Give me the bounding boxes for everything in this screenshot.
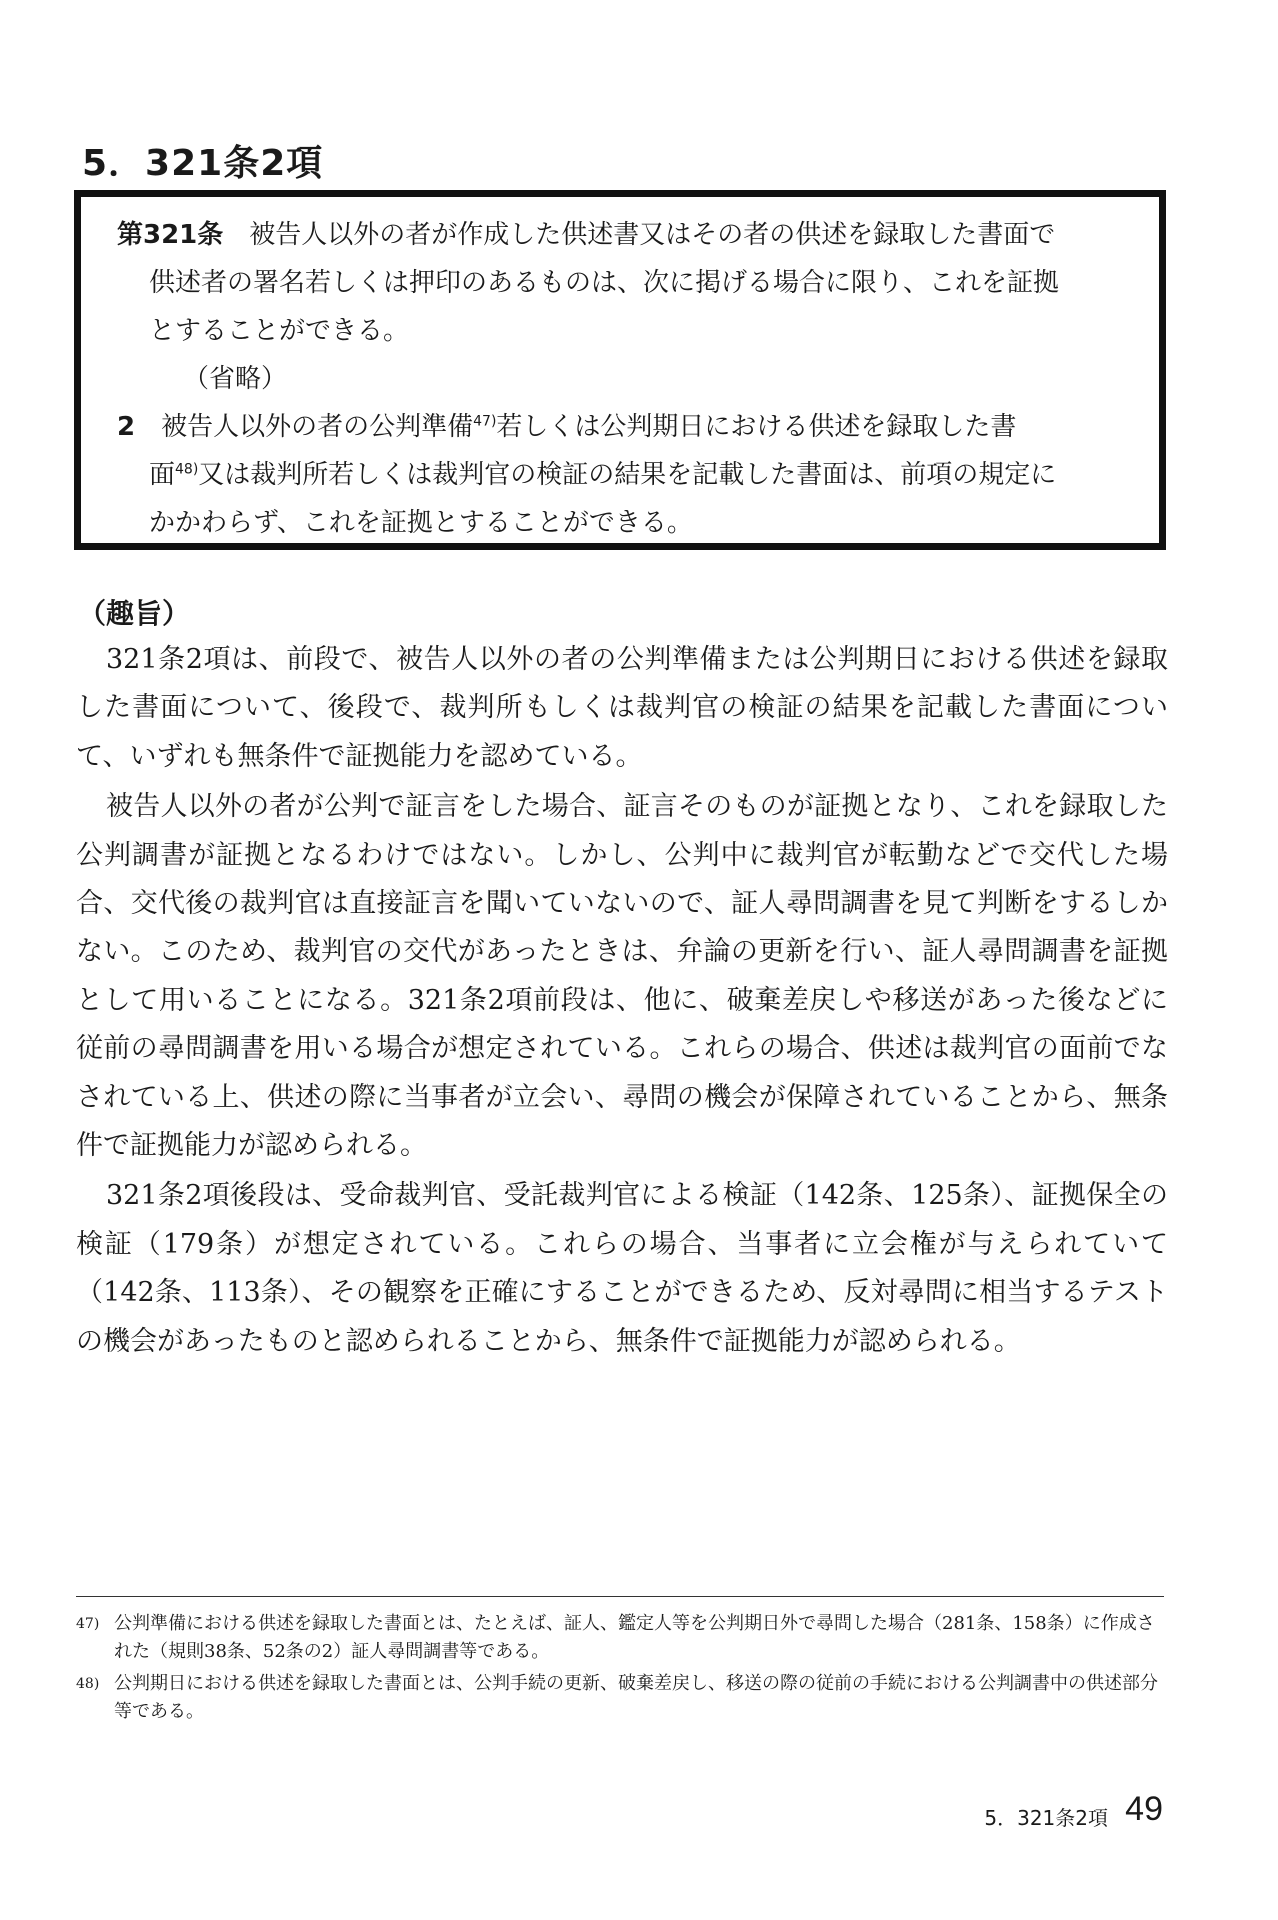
footnote-ref-48: 48) bbox=[175, 461, 199, 478]
footnote-text: 公判期日における供述を録取した書面とは、公判手続の更新、破棄差戻し、移送の際の従前の手続における公判調書中の供述部分等である。 bbox=[114, 1673, 1158, 1722]
para2-line-2a: 面 bbox=[149, 460, 176, 490]
footnote-mark: 47) bbox=[76, 1616, 100, 1632]
statute-box bbox=[74, 190, 1166, 550]
body-paragraph-3: 321条2項後段は、受命裁判官、受託裁判官による検証（142条、125条）、証拠保全の検証（179条）が想定されている。これらの場合、当事者に立会権が与えられていて（142条、113条）、その観察を正確にすることができるため、反対尋問に相当するテストの機会があったものと認められることから、無条件で証拠能力が認められる。 bbox=[76, 1180, 1168, 1357]
body-paragraph-2: 被告人以外の者が公判で証言をした場合、証言そのものが証拠となり、これを録取した公判調書が証拠となるわけではない。しかし、公判中に裁判官が転勤などで交代した場合、交代後の裁判官は直接証言を聞いていないので、証人尋問調書を見て判断をするしかない。このため、裁判官の交代があったときは、弁論の更新を行い、証人尋問調書を証拠として用いることになる。321条2項前段は、他に、破棄差戻しや移送があった後などに従前の尋問調書を用いる場合が想定されている。これらの場合、供述は裁判官の面前でなされている上、供述の際に当事者が立会い、尋問の機会が保障されていることから、無条件で証拠能力が認められる。 bbox=[76, 791, 1168, 1162]
running-head: 5．321条2項 bbox=[984, 1806, 1108, 1830]
statute-line-1 bbox=[117, 211, 1137, 259]
footnote-48 bbox=[76, 1670, 1168, 1726]
body-paragraph-1: 321条2項は、前段で、被告人以外の者の公判準備または公判期日における供述を録取した書面について、後段で、裁判所もしくは裁判官の検証の結果を記載した書面について、いずれも無条件で証拠能力を認めている。 bbox=[76, 644, 1168, 772]
para2-line-1a: 被告人以外の者の公判準備 bbox=[161, 412, 474, 442]
statute-line-3: とすることができる。 bbox=[149, 316, 410, 346]
statute-para2-line-3: かかわらず、これを証拠とすることができる。 bbox=[149, 508, 693, 538]
subheading-purpose: （趣旨） bbox=[78, 597, 191, 630]
para2-line-2b: 又は裁判所若しくは裁判官の検証の結果を記載した書面は、前項の規定に bbox=[198, 460, 1057, 490]
footnote-divider bbox=[76, 1596, 1164, 1597]
para2-number: 2 bbox=[117, 412, 136, 442]
statute-para2-line-2 bbox=[117, 451, 1137, 499]
statute-line-2: 供述者の署名若しくは押印のあるものは、次に掲げる場合に限り、これを証拠 bbox=[149, 268, 1060, 298]
footnote-ref-47: 47) bbox=[473, 413, 497, 430]
footnotes bbox=[76, 1610, 1168, 1730]
section-title: 5．321条2項 bbox=[82, 143, 324, 184]
statute-omitted: （省略） bbox=[183, 364, 288, 394]
article-label: 第321条 bbox=[117, 220, 224, 250]
body-text bbox=[76, 636, 1168, 1368]
footnote-text: 公判準備における供述を録取した書面とは、たとえば、証人、鑑定人等を公判期日外で尋問した場合（281条、158条）に作成された（規則38条、52条の2）証人尋問調書等である。 bbox=[114, 1613, 1155, 1662]
footnote-47 bbox=[76, 1610, 1168, 1666]
page-number: 49 bbox=[1125, 1790, 1163, 1828]
para2-line-1b: 若しくは公判期日における供述を録取した書 bbox=[496, 412, 1017, 442]
statute-line-1-text: 被告人以外の者が作成した供述書又はその者の供述を録取した書面で bbox=[249, 220, 1056, 250]
statute-para2-line-1 bbox=[117, 403, 1137, 451]
footnote-mark: 48) bbox=[76, 1676, 100, 1692]
statute-text bbox=[117, 211, 1137, 547]
